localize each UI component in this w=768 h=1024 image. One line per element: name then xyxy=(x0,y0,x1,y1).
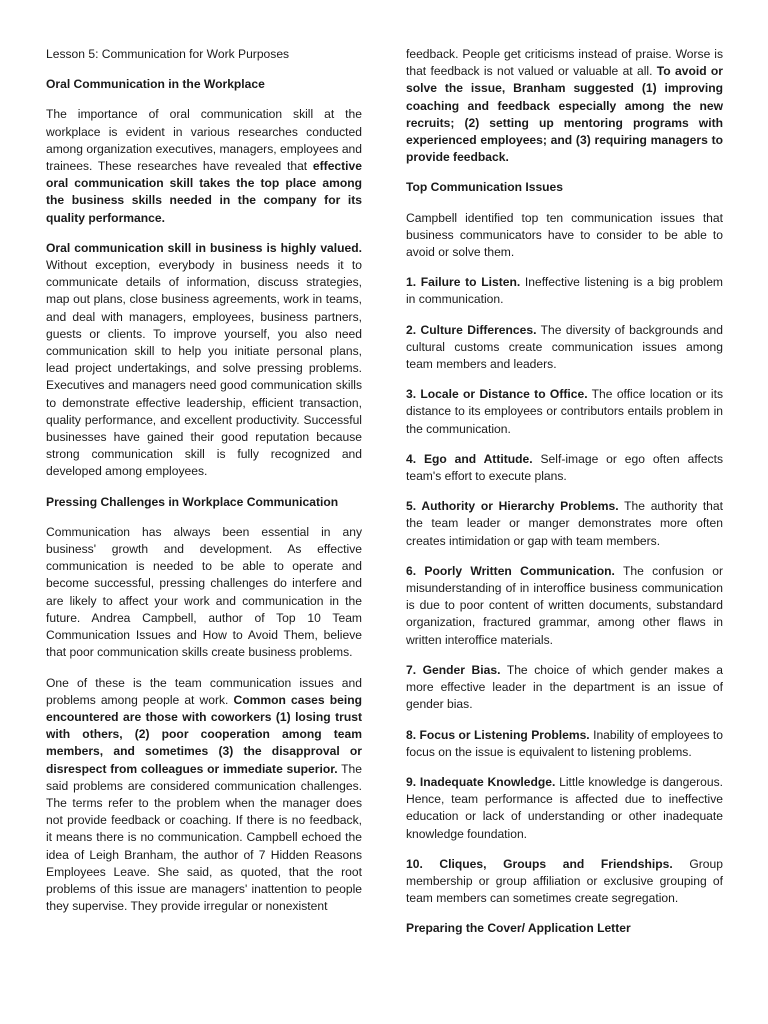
list-item xyxy=(406,386,723,438)
list-item xyxy=(406,451,723,485)
list-item xyxy=(406,274,723,308)
section-heading-pressing-challenges: Pressing Challenges in Workplace Communication xyxy=(46,494,339,509)
issue-text: Inability of employees to focus on the issue is equivalent to listening problems. xyxy=(406,727,723,759)
list-item xyxy=(406,322,723,374)
paragraph-team-issues xyxy=(46,675,362,916)
issue-title: 1. Failure to Listen. xyxy=(406,275,521,290)
issue-title: 8. Focus or Listening Problems. xyxy=(406,727,590,742)
paragraph-emphasis: Common cases being encountered are those with coworkers (1) losing trust with others, (2) poor cooperation among team members, and sometimes (3) the disapproval or disrespect from colleagues or immediate superior. xyxy=(46,692,362,776)
issue-text: Ineffective listening is a big problem in communication. xyxy=(406,275,723,307)
issue-text: Group membership or group affiliation or exclusive grouping of team members can sometimes create segregation. xyxy=(406,856,723,906)
paragraph-emphasis: Oral communication skill in business is highly valued. xyxy=(46,240,362,255)
list-item xyxy=(406,563,723,649)
issue-text: Self-image or ego often affects team's effort to execute plans. xyxy=(406,451,723,484)
issue-text: The diversity of backgrounds and cultural customs create communication issues among team members and leaders. xyxy=(406,322,723,372)
issue-title: 3. Locale or Distance to Office. xyxy=(406,387,588,402)
paragraph-feedback xyxy=(406,46,723,166)
list-item xyxy=(406,774,723,843)
section-heading-oral-communication: Oral Communication in the Workplace xyxy=(46,77,265,92)
left-column xyxy=(46,46,362,928)
section-heading-cover-letter: Preparing the Cover/ Application Letter xyxy=(406,921,631,936)
issue-text: Little knowledge is dangerous. Hence, team performance is affected due to ineffective education or lack of understanding or other inadequate knowledge foundation. xyxy=(406,774,724,841)
list-item xyxy=(406,856,723,908)
issue-text: The confusion or misunderstanding of in interoffice business communication is due to poor content of written documents, substandard organization, fractured grammar, among other flaws in written interoffice materials. xyxy=(406,563,723,647)
paragraph-challenges: Communication has always been essential in any business' growth and development. As effective communication is needed to be able to operate and become successful, pressing challenges do interfere and are likely to affect your work and communication in the future. Andrea Campbell, author of Top 10 Team Communication Issues and How to Avoid Them, believe that poor communication skills create business problems. xyxy=(46,524,362,660)
paragraph-issues-intro: Campbell identified top ten communication issues that business communicators have to consider to be able to avoid or solve them. xyxy=(406,210,723,260)
issues-list xyxy=(406,274,723,907)
paragraph-text: The said problems are considered communication challenges. The terms refer to the problem when the manager does not provide feedback or coaching. If there is no feedback, it means there is no communication. Campbell echoed the idea of Leigh Branham, the author of 7 Hidden Reasons Employees Leave. She said, as quoted, that the root problems of this issue are managers' inattention to people they supervise. They provide irregular or nonexistent xyxy=(46,761,362,914)
list-item xyxy=(406,662,723,714)
right-column xyxy=(406,46,723,951)
issue-title: 7. Gender Bias. xyxy=(406,662,501,677)
paragraph-text: feedback. People get criticisms instead of praise. Worse is that feedback is not valued or valuable at all. xyxy=(406,47,723,79)
paragraph-text: The importance of oral communication skill at the workplace is evident in various researches conducted among organization executives, managers, employees and trainees. These researches have revealed that xyxy=(46,107,362,174)
paragraph-text: Without exception, everybody in business needs it to communicate details of information, discuss strategies, map out plans, close business agreements, work in teams, and deal with managers, employees, business partners, guests or clients. To improve yourself, you also need communication skill to help you initiate personal plans, lead project undertakings, and solve pressing problems. Executives and managers need good communication skills to demonstrate effective leadership, efficient transaction, quality performance, and excellent productivity. Successful businesses have gained their good reputation because strong communication skill is fully recognized and developed among employees. xyxy=(46,258,362,479)
list-item xyxy=(406,498,723,550)
paragraph-highly-valued xyxy=(46,240,362,481)
issue-title: 9. Inadequate Knowledge. xyxy=(406,774,556,789)
lesson-title: Lesson 5: Communication for Work Purposes xyxy=(46,47,290,61)
issue-title: 6. Poorly Written Communication. xyxy=(406,563,615,578)
issue-title: 10. Cliques, Groups and Friendships. xyxy=(406,856,673,871)
paragraph-text: One of these is the team communication issues and problems among people at work. xyxy=(46,675,362,707)
list-item xyxy=(406,727,723,761)
issue-title: 4. Ego and Attitude. xyxy=(406,451,533,466)
section-heading-top-issues: Top Communication Issues xyxy=(406,180,564,195)
paragraph-emphasis: To avoid or solve the issue, Branham suggested (1) improving coaching and feedback especially among the new recruits; (2) setting up mentoring programs with experienced employees; and (3) requiring managers to provide feedback. xyxy=(406,64,724,165)
paragraph-emphasis: effective oral communication skill takes the top place among the business skills needed in the company for its quality performance. xyxy=(46,159,362,225)
issue-text: The authority that the team leader or manger demonstrates more often creates intimidation or gap with team members. xyxy=(406,499,723,548)
issue-text: The office location or its distance to its employees or contributors entails problem in the communication. xyxy=(406,387,723,436)
issue-text: The choice of which gender makes a more effective leader in the department is an issue of gender bias. xyxy=(406,662,723,712)
issue-title: 5. Authority or Hierarchy Problems. xyxy=(406,499,619,514)
issue-title: 2. Culture Differences. xyxy=(406,322,537,337)
paragraph-importance xyxy=(46,106,362,226)
